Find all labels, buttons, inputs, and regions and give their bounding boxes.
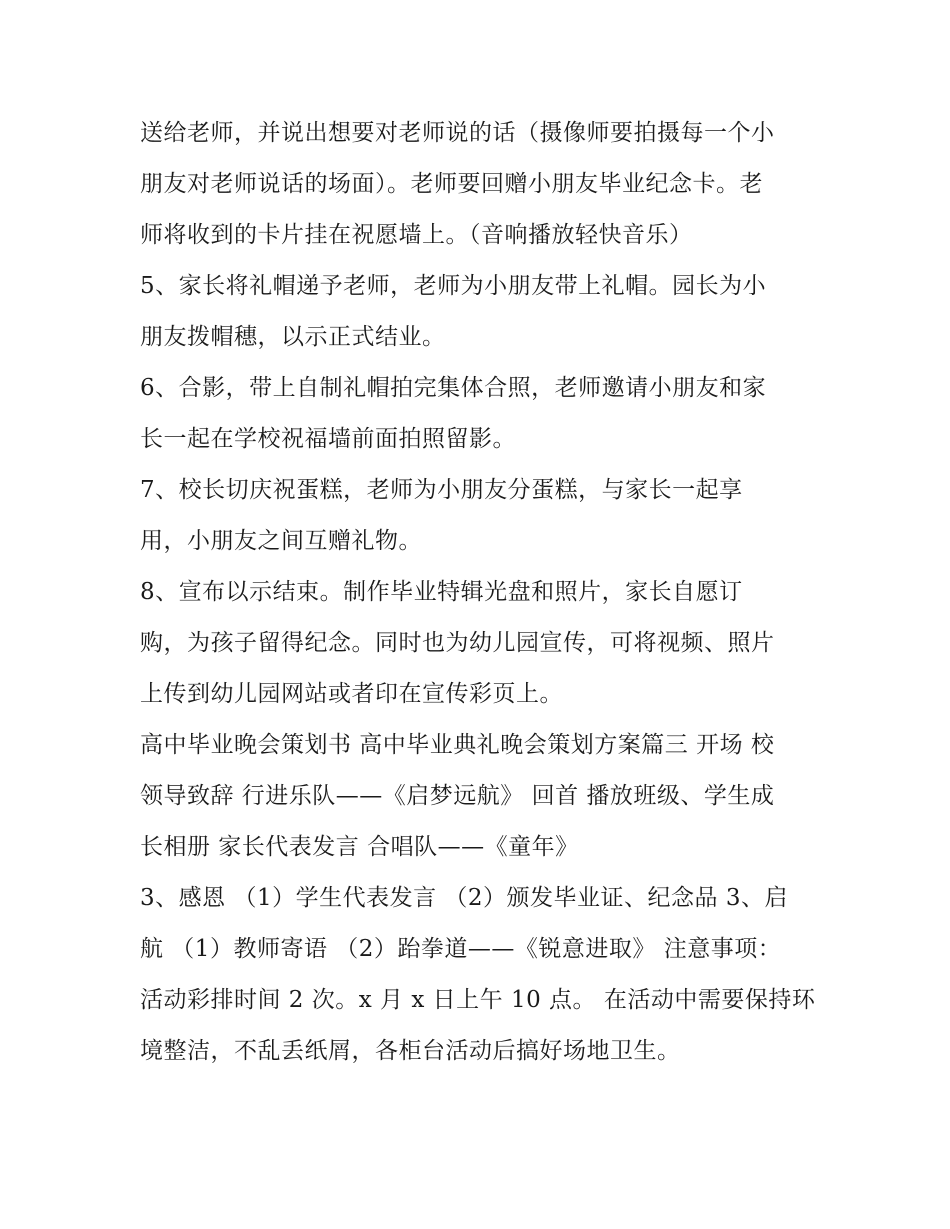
text-line: 7、校长切庆祝蛋糕，老师为小朋友分蛋糕，与家长一起享 bbox=[140, 477, 743, 503]
text-line: 6、合影，带上自制礼帽拍完集体合照，老师邀请小朋友和家 bbox=[140, 375, 767, 401]
text-line: 高中毕业晚会策划书 高中毕业典礼晚会策划方案篇三 开场 校 bbox=[140, 732, 775, 758]
text-line: 8、宣布以示结束。制作毕业特辑光盘和照片，家长自愿订 bbox=[140, 579, 743, 605]
text-line: 活动彩排时间 2 次。x 月 x 日上午 10 点。 在活动中需要保持环 bbox=[140, 987, 816, 1013]
text-line: 朋友对老师说话的场面）。老师要回赠小朋友毕业纪念卡。老 bbox=[140, 171, 763, 197]
text-line: 上传到幼儿园网站或者印在宣传彩页上。 bbox=[140, 681, 563, 707]
text-line: 5、家长将礼帽递予老师，老师为小朋友带上礼帽。园长为小 bbox=[140, 273, 767, 299]
text-line: 用，小朋友之间互赠礼物。 bbox=[140, 528, 422, 554]
text-line: 长一起在学校祝福墙前面拍照留影。 bbox=[140, 426, 516, 452]
text-line: 购，为孩子留得纪念。同时也为幼儿园宣传，可将视频、照片 bbox=[140, 630, 775, 656]
text-line: 师将收到的卡片挂在祝愿墙上。（音响播放轻快音乐） bbox=[140, 222, 693, 248]
text-line: 领导致辞 行进乐队——《启梦远航》 回首 播放班级、学生成 bbox=[140, 783, 775, 809]
text-line: 朋友拨帽穗，以示正式结业。 bbox=[140, 324, 446, 350]
document-body bbox=[140, 108, 820, 1077]
text-line: 境整洁，不乱丢纸屑，各柜台活动后搞好场地卫生。 bbox=[140, 1038, 681, 1064]
text-line: 航 （1）教师寄语 （2）跆拳道——《锐意进取》 注意事项： bbox=[140, 936, 782, 962]
text-line: 3、感恩 （1）学生代表发言 （2）颁发毕业证、纪念品 3、启 bbox=[140, 885, 788, 911]
text-line: 送给老师，并说出想要对老师说的话（摄像师要拍摄每一个小 bbox=[140, 120, 775, 146]
text-line: 长相册 家长代表发言 合唱队——《童年》 bbox=[140, 834, 579, 860]
